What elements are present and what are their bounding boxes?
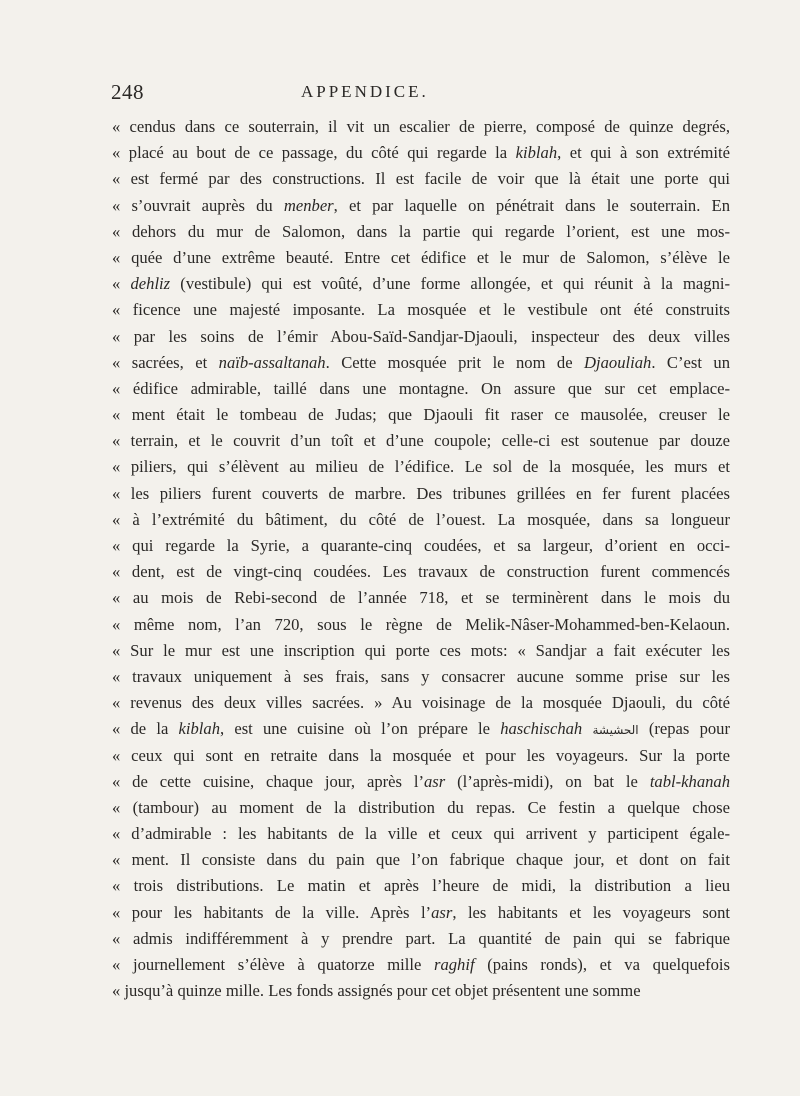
italic-term: haschischah [500,719,583,739]
text-run: , et qui à son extrémité [557,143,730,163]
page-header [111,80,723,108]
text-line [112,402,730,428]
text-run: « édifice admirable, taillé dans une montagne. On assure que sur cet emplace- [112,378,730,398]
text-line [112,219,730,245]
text-line [112,847,730,873]
text-run: « trois distributions. Le matin et après l’heure de midi, la distribution a lieu [112,876,730,896]
text-line [112,350,730,376]
text-run: « par les soins de l’émir Abou-Saïd-Sandjar-Djaouli, inspecteur des deux villes [112,326,730,346]
text-run: « [112,274,131,294]
text-run: (repas pour [638,719,730,739]
text-line [112,716,730,742]
text-run: « quée d’une extrême beauté. Entre cet édifice et le mur de Salomon, s’élève le [112,247,730,267]
text-run: , les habitants et les voyageurs sont [452,902,730,922]
text-run: « ment était le tombeau de Judas; que Djaouli fit raser ce mausolée, creuser le [112,405,730,425]
text-run: , et par laquelle on pénétrait dans le souterrain. En [333,195,730,215]
text-line [112,612,730,638]
text-line [112,795,730,821]
text-line [112,900,730,926]
text-line [112,533,730,559]
text-run [582,719,592,738]
text-line [112,428,730,454]
text-run: (l’après-midi), on bat le [445,771,650,791]
text-line [112,926,730,952]
text-run: « admis indifféremment à y prendre part. La quantité de pain qui se fabrique [112,928,730,948]
text-line [112,454,730,480]
text-line [112,559,730,585]
text-run: « au mois de Rebi-second de l’année 718, et se terminèrent dans le mois du [112,588,730,608]
text-run: « d’admirable : les habitants de la ville et ceux qui arrivent y participent égale- [112,824,730,844]
text-line [112,271,730,297]
text-run: , est une cuisine où l’on prépare le [220,719,501,739]
italic-term: asr [424,771,446,791]
text-run: « ceux qui sont en retraite dans la mosquée et pour les voyageurs. Sur la porte [112,745,730,765]
text-run: « s’ouvrait auprès du [112,195,284,215]
text-run: « est fermé par des constructions. Il est facile de voir que là était une porte qui [112,169,730,189]
italic-term: dehliz [130,274,171,294]
arabic-word: الحشيشة [592,723,639,738]
text-line [112,376,730,402]
italic-term: kiblah [515,143,558,163]
text-line [112,297,730,323]
text-line [112,481,730,507]
text-run: « même nom, l’an 720, sous le règne de Melik-Nâser-Mohammed-ben-Kelaoun. [112,614,730,634]
text-line [112,507,730,533]
text-line [112,690,730,716]
text-run: « pour les habitants de la ville. Après l’ [112,902,432,922]
text-line [112,114,730,140]
text-run: « terrain, et le couvrit d’un toît et d’une coupole; celle-ci est soutenue par douze [112,431,730,451]
text-line [112,743,730,769]
italic-term: menber [283,195,334,215]
text-run: « Sur le mur est une inscription qui porte ces mots: « Sandjar a fait exécuter les [112,640,730,660]
page-number: 248 [111,80,144,104]
text-run: « jusqu’à quinze mille. Les fonds assignés pour cet objet présentent une somme [112,981,641,1001]
text-run: « (tambour) au moment de la distribution du repas. Ce festin a quelque chose [112,797,730,817]
italic-term: kiblah [178,719,221,739]
text-run: . C’est un [651,352,730,372]
text-line [112,952,730,978]
text-line [112,664,730,690]
text-run: « journellement s’élève à quatorze mille [112,955,434,974]
text-run: (vestibule) qui est voûté, d’une forme allongée, et qui réunit à la magni- [170,274,730,294]
text-run: « cendus dans ce souterrain, il vit un escalier de pierre, composé de quinze degrés, [112,117,730,136]
text-line [112,193,730,219]
text-run: « dehors du mur de Salomon, dans la partie qui regarde l’orient, est une mos- [112,221,730,241]
text-run: « qui regarde la Syrie, a quarante-cinq coudées, et sa largeur, d’orient en occi- [112,536,730,555]
text-line [112,585,730,611]
text-run: (pains ronds), et va quelquefois [474,955,730,974]
text-run: « piliers, qui s’élèvent au milieu de l’édifice. Le sol de la mosquée, les murs et [112,457,730,477]
text-run: « ment. Il consiste dans du pain que l’on fabrique chaque jour, et dont on fait [112,850,730,870]
body-text [112,114,730,1004]
italic-term: Djaouliah [584,352,652,372]
text-run: « ficence une majesté imposante. La mosquée et le vestibule ont été construits [112,300,730,320]
text-run: « les piliers furent couverts de marbre. Des tribunes grillées en fer furent placées [112,483,730,503]
text-line [112,140,730,166]
italic-term: naïb-assaltanah [218,352,326,372]
text-line [112,873,730,899]
italic-term: asr [431,902,453,922]
text-line [112,821,730,847]
running-head: APPENDICE. [301,82,429,101]
text-run: « sacrées, et [112,352,219,372]
text-run: « travaux uniquement à ses frais, sans y consacrer aucune somme prise sur les [112,666,730,686]
text-line [112,638,730,664]
italic-term: raghif [433,955,475,974]
text-run: « de la [112,719,179,739]
text-line [112,245,730,271]
text-line [112,978,730,1004]
text-line [112,324,730,350]
text-run: « dent, est de vingt-cinq coudées. Les travaux de construction furent commencés [112,562,730,582]
text-run: . Cette mosquée prit le nom de [325,352,585,372]
text-run: « placé au bout de ce passage, du côté qui regarde la [112,143,516,163]
text-run: « à l’extrémité du bâtiment, du côté de l’ouest. La mosquée, dans sa longueur [112,509,730,529]
text-run: « de cette cuisine, chaque jour, après l’ [112,771,424,791]
italic-term: tabl-khanah [649,771,730,791]
text-line [112,769,730,795]
text-line [112,166,730,192]
text-run: « revenus des deux villes sacrées. » Au voisinage de la mosquée Djaouli, du côté [112,693,730,713]
